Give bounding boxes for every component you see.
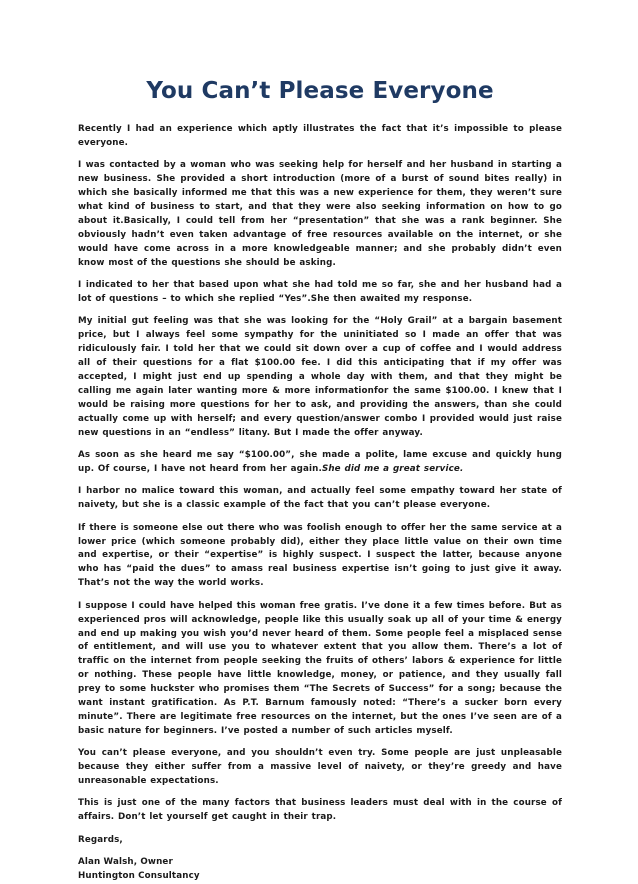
paragraph-contact: I was contacted by a woman who was seeking help for herself and her husband in starting a new business. She provided a short introduction (more of a burst of sound bites really) in which she basically informed me that this was a new experience for them, they weren’t sure what kind of business to start, and that they were also seeking information on how to go about it.Basically, I could tell from her “presentation” that she was a rank beginner. She obviously hadn’t even taken advantage of free resources available on the internet, or she would have come across in a more knowledgeable manner; and she probably didn’t even know most of the questions she should be asking.	[78, 160, 562, 268]
paragraph-hangup	[78, 449, 562, 477]
hangup-text: As soon as she heard me say “$100.00”, she made a polite, lame excuse and quickly hung up. Of course, I have not heard from her again.	[78, 450, 562, 474]
closing-regards: Regards,	[78, 834, 123, 845]
paragraph-factors: This is just one of the many factors that business leaders must deal with in the course of affairs. Don’t let yourself get caught in their trap.	[78, 798, 562, 823]
paragraph-malice: I harbor no malice toward this woman, and actually feel some empathy toward her state of naivety, but she is a classic example of the fact that you can’t please everyone.	[78, 486, 562, 511]
hangup-period: .	[459, 463, 464, 474]
paragraph-free-gratis: I suppose I could have helped this woman free gratis. I’ve done it a few times before. But as experienced pros will acknowledge, people like this usually soak up all of your time & energy and end up making you wish you’d never heard of them. Some people feel a misplaced sense of entitlement, and will use you to whatever extent that you allow them. There’s a lot of traffic on the internet from people seeking the fruits of others’ labors & experience for little or nothing. These people have little knowledge, money, or patience, and they usually fall prey to some huckster who promises them “The Secrets of Success” for a song; because the want instant gratification. As P.T. Barnum famously noted: “There’s a sucker born every minute”. There are legitimate free resources on the internet, but the ones I’ve seen are of a basic nature for beginners. I’ve posted a number of such articles myself.	[78, 600, 562, 736]
signature-block	[78, 856, 562, 884]
paragraph-cant-please: You can’t please everyone, and you shouldn’t even try. Some people are just unpleasable because they either suffer from a massive level of naivety, or they’re greedy and have unreasonable expectations.	[78, 748, 562, 787]
paragraph-questions: I indicated to her that based upon what she had told me so far, she and her husband had a lot of questions – to which she replied “Yes”.She then awaited my response.	[78, 280, 562, 304]
paragraph-offer: My initial gut feeling was that she was looking for the “Holy Grail” at a bargain basement price, but I always feel some sympathy for the uninitiated so I made an offer that was ridiculously fair. I told her that we could sit down over a cup of coffee and I would address all of their questions for a flat $100.00 fee. I did this anticipating that if my offer was accepted, I might just end up spending a whole day with them, and that they might be calling me again later wanting more & more informationfor the same $100.00. I knew that I would be raising more questions for her to ask, and providing the answers, than she could actually come up with herself; and every question/answer combo I provided would just raise new questions in an “endless” litany. But I made the offer anyway.	[78, 316, 562, 438]
company-name: Huntington Consultancy	[78, 871, 200, 882]
paragraph-lower-price: If there is someone else out there who was foolish enough to offer her the same service at a lower price (which someone probably did), either they place little value on their own time and expertise, or their “expertise” is highly suspect. I suspect the latter, because anyone who has “paid the dues” to amass real business expertise isn’t going to just give it away. That’s not the way the world works.	[78, 522, 562, 589]
document-page	[78, 76, 562, 884]
hangup-emphasis: She did me a great service	[321, 463, 460, 474]
author-name: Alan Walsh, Owner	[78, 857, 173, 868]
paragraph-intro: Recently I had an experience which aptly illustrates the fact that it’s impossible to please everyone.	[78, 124, 562, 148]
document-title: You Can’t Please Everyone	[146, 78, 494, 104]
